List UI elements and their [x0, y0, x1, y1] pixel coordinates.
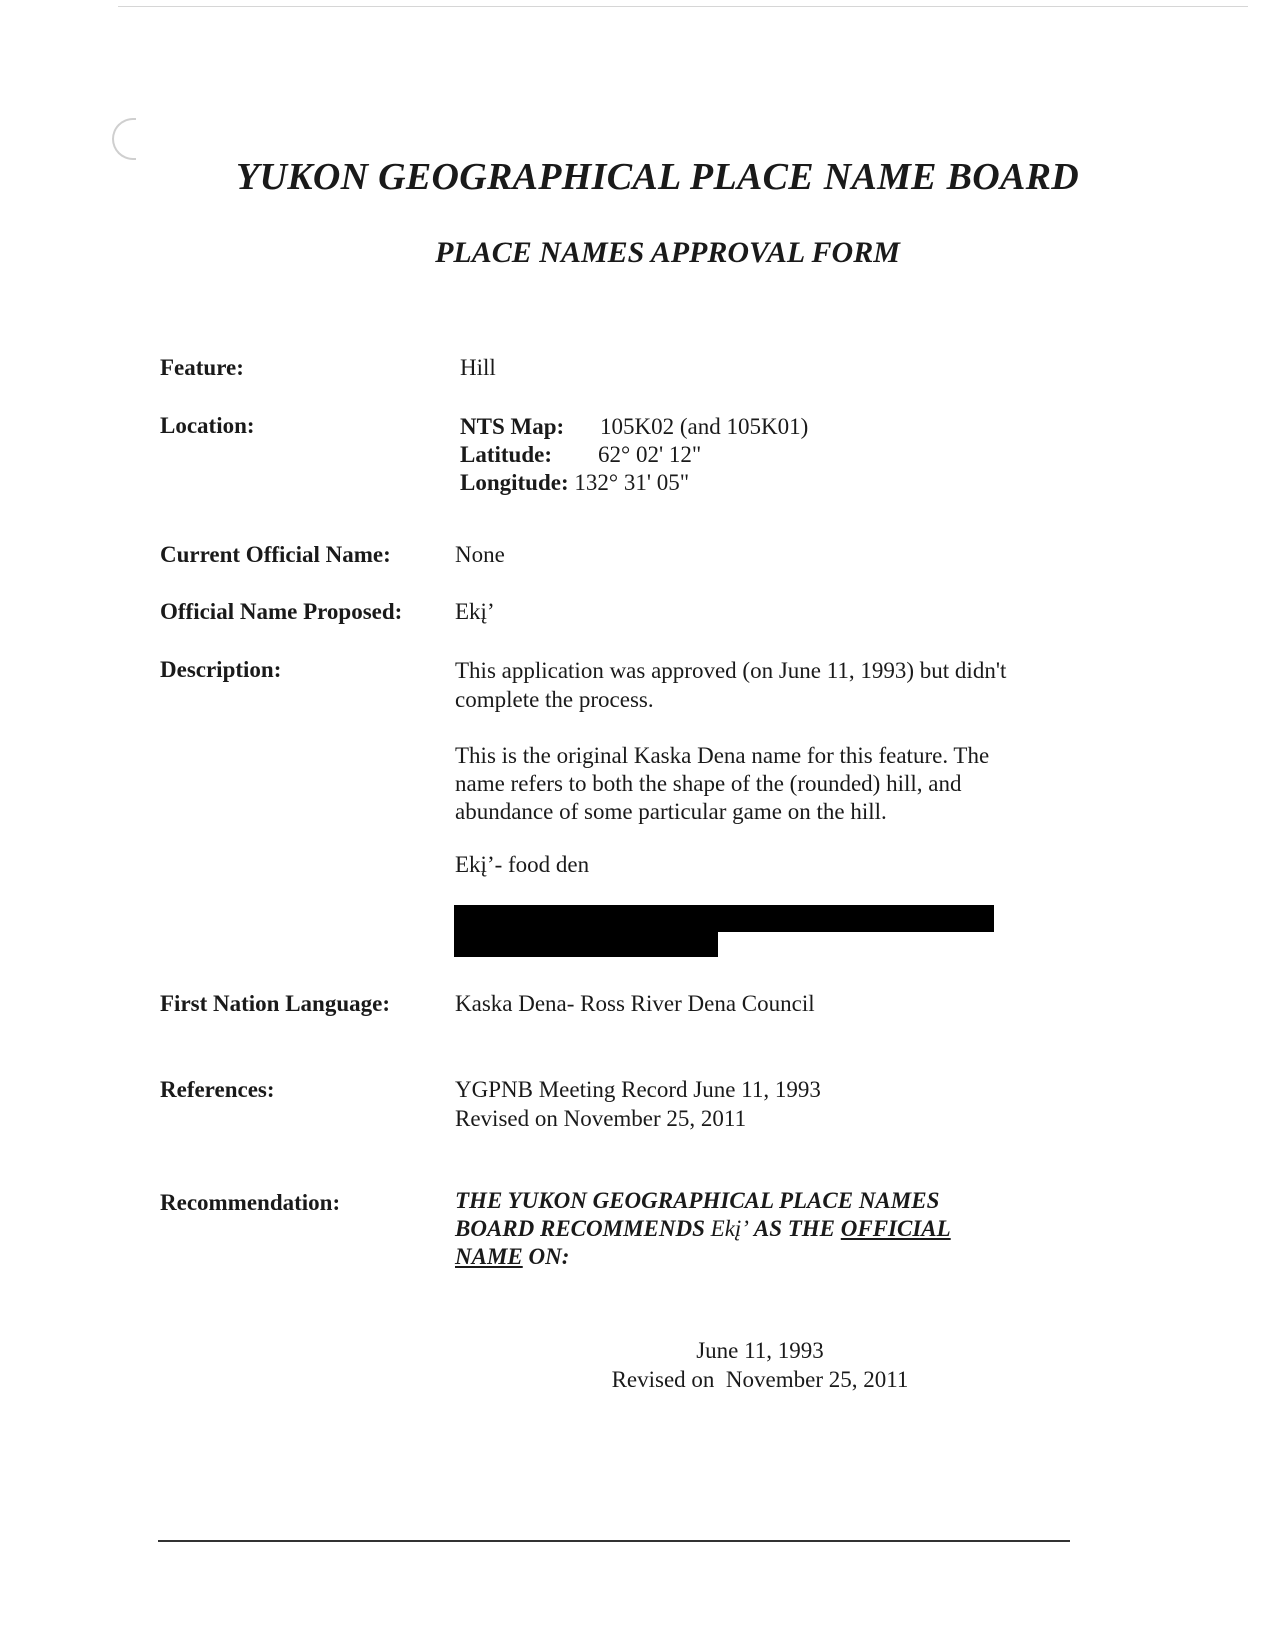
description-paragraph-2-line-2: name refers to both the shape of the (rounded) hill, and: [455, 771, 962, 796]
recommendation-line-3-end: ON:: [522, 1244, 570, 1269]
official-name-proposed-label: Official Name Proposed:: [160, 599, 403, 624]
first-nation-language-label: First Nation Language:: [160, 991, 390, 1016]
recommendation-line-2-start: BOARD RECOMMENDS: [455, 1216, 711, 1241]
approval-date-revised: Revised on November 25, 2011: [611, 1367, 909, 1392]
top-edge-rule: [118, 6, 1248, 7]
board-title: YUKON GEOGRAPHICAL PLACE NAME BOARD: [235, 156, 1080, 198]
scan-artifact-mark: [112, 118, 136, 160]
recommendation-text: [455, 1187, 951, 1271]
approval-date-original: June 11, 1993: [696, 1338, 824, 1363]
recommendation-line-2: [455, 1215, 951, 1243]
recommendation-name-word: NAME: [455, 1244, 523, 1269]
recommendation-line-2-mid: AS THE: [748, 1216, 841, 1241]
description-paragraph-1-line-1: This application was approved (on June 11, 1993) but didn't: [455, 658, 1007, 683]
first-nation-language-value: Kaska Dena- Ross River Dena Council: [455, 991, 815, 1016]
feature-value: Hill: [460, 355, 496, 380]
latitude-label: Latitude:: [460, 442, 552, 467]
references-line-2: Revised on November 25, 2011: [455, 1106, 747, 1131]
nts-map-value: 105K02 (and 105K01): [600, 414, 809, 439]
description-paragraph-2-line-3: abundance of some particular game on the hill.: [455, 799, 887, 824]
official-name-proposed-value: Ekį’: [455, 599, 495, 624]
approval-dates: [590, 1336, 930, 1394]
recommendation-label: Recommendation:: [160, 1190, 341, 1215]
references-label: References:: [160, 1077, 275, 1102]
description-label: Description:: [160, 657, 282, 682]
description-paragraph-2-line-1: This is the original Kaska Dena name for this feature. The: [455, 743, 990, 768]
longitude-label: Longitude:: [460, 470, 569, 495]
bottom-rule: [158, 1540, 1070, 1542]
longitude-value: 132° 31' 05": [574, 470, 690, 495]
references-line-1: YGPNB Meeting Record June 11, 1993: [455, 1077, 821, 1102]
recommended-name: Ekį’: [710, 1216, 749, 1241]
latitude-value: 62° 02' 12": [598, 442, 702, 467]
recommendation-line-3: [455, 1243, 951, 1271]
form-title: PLACE NAMES APPROVAL FORM: [435, 236, 900, 269]
nts-map-row: [460, 413, 808, 441]
feature-label: Feature:: [160, 355, 244, 380]
location-label: Location:: [160, 413, 255, 438]
recommendation-line-1: THE YUKON GEOGRAPHICAL PLACE NAMES: [455, 1188, 940, 1213]
description-translation: Ekį’- food den: [455, 852, 590, 877]
current-official-name-value: None: [455, 542, 505, 567]
redaction-bar: [454, 905, 994, 932]
redaction-bar: [454, 930, 718, 957]
longitude-row: [460, 469, 689, 497]
latitude-row: [460, 441, 701, 469]
description-paragraph-1-line-2: complete the process.: [455, 687, 654, 712]
current-official-name-label: Current Official Name:: [160, 542, 391, 567]
recommendation-official-word: OFFICIAL: [840, 1216, 951, 1241]
nts-map-label: NTS Map:: [460, 414, 565, 439]
